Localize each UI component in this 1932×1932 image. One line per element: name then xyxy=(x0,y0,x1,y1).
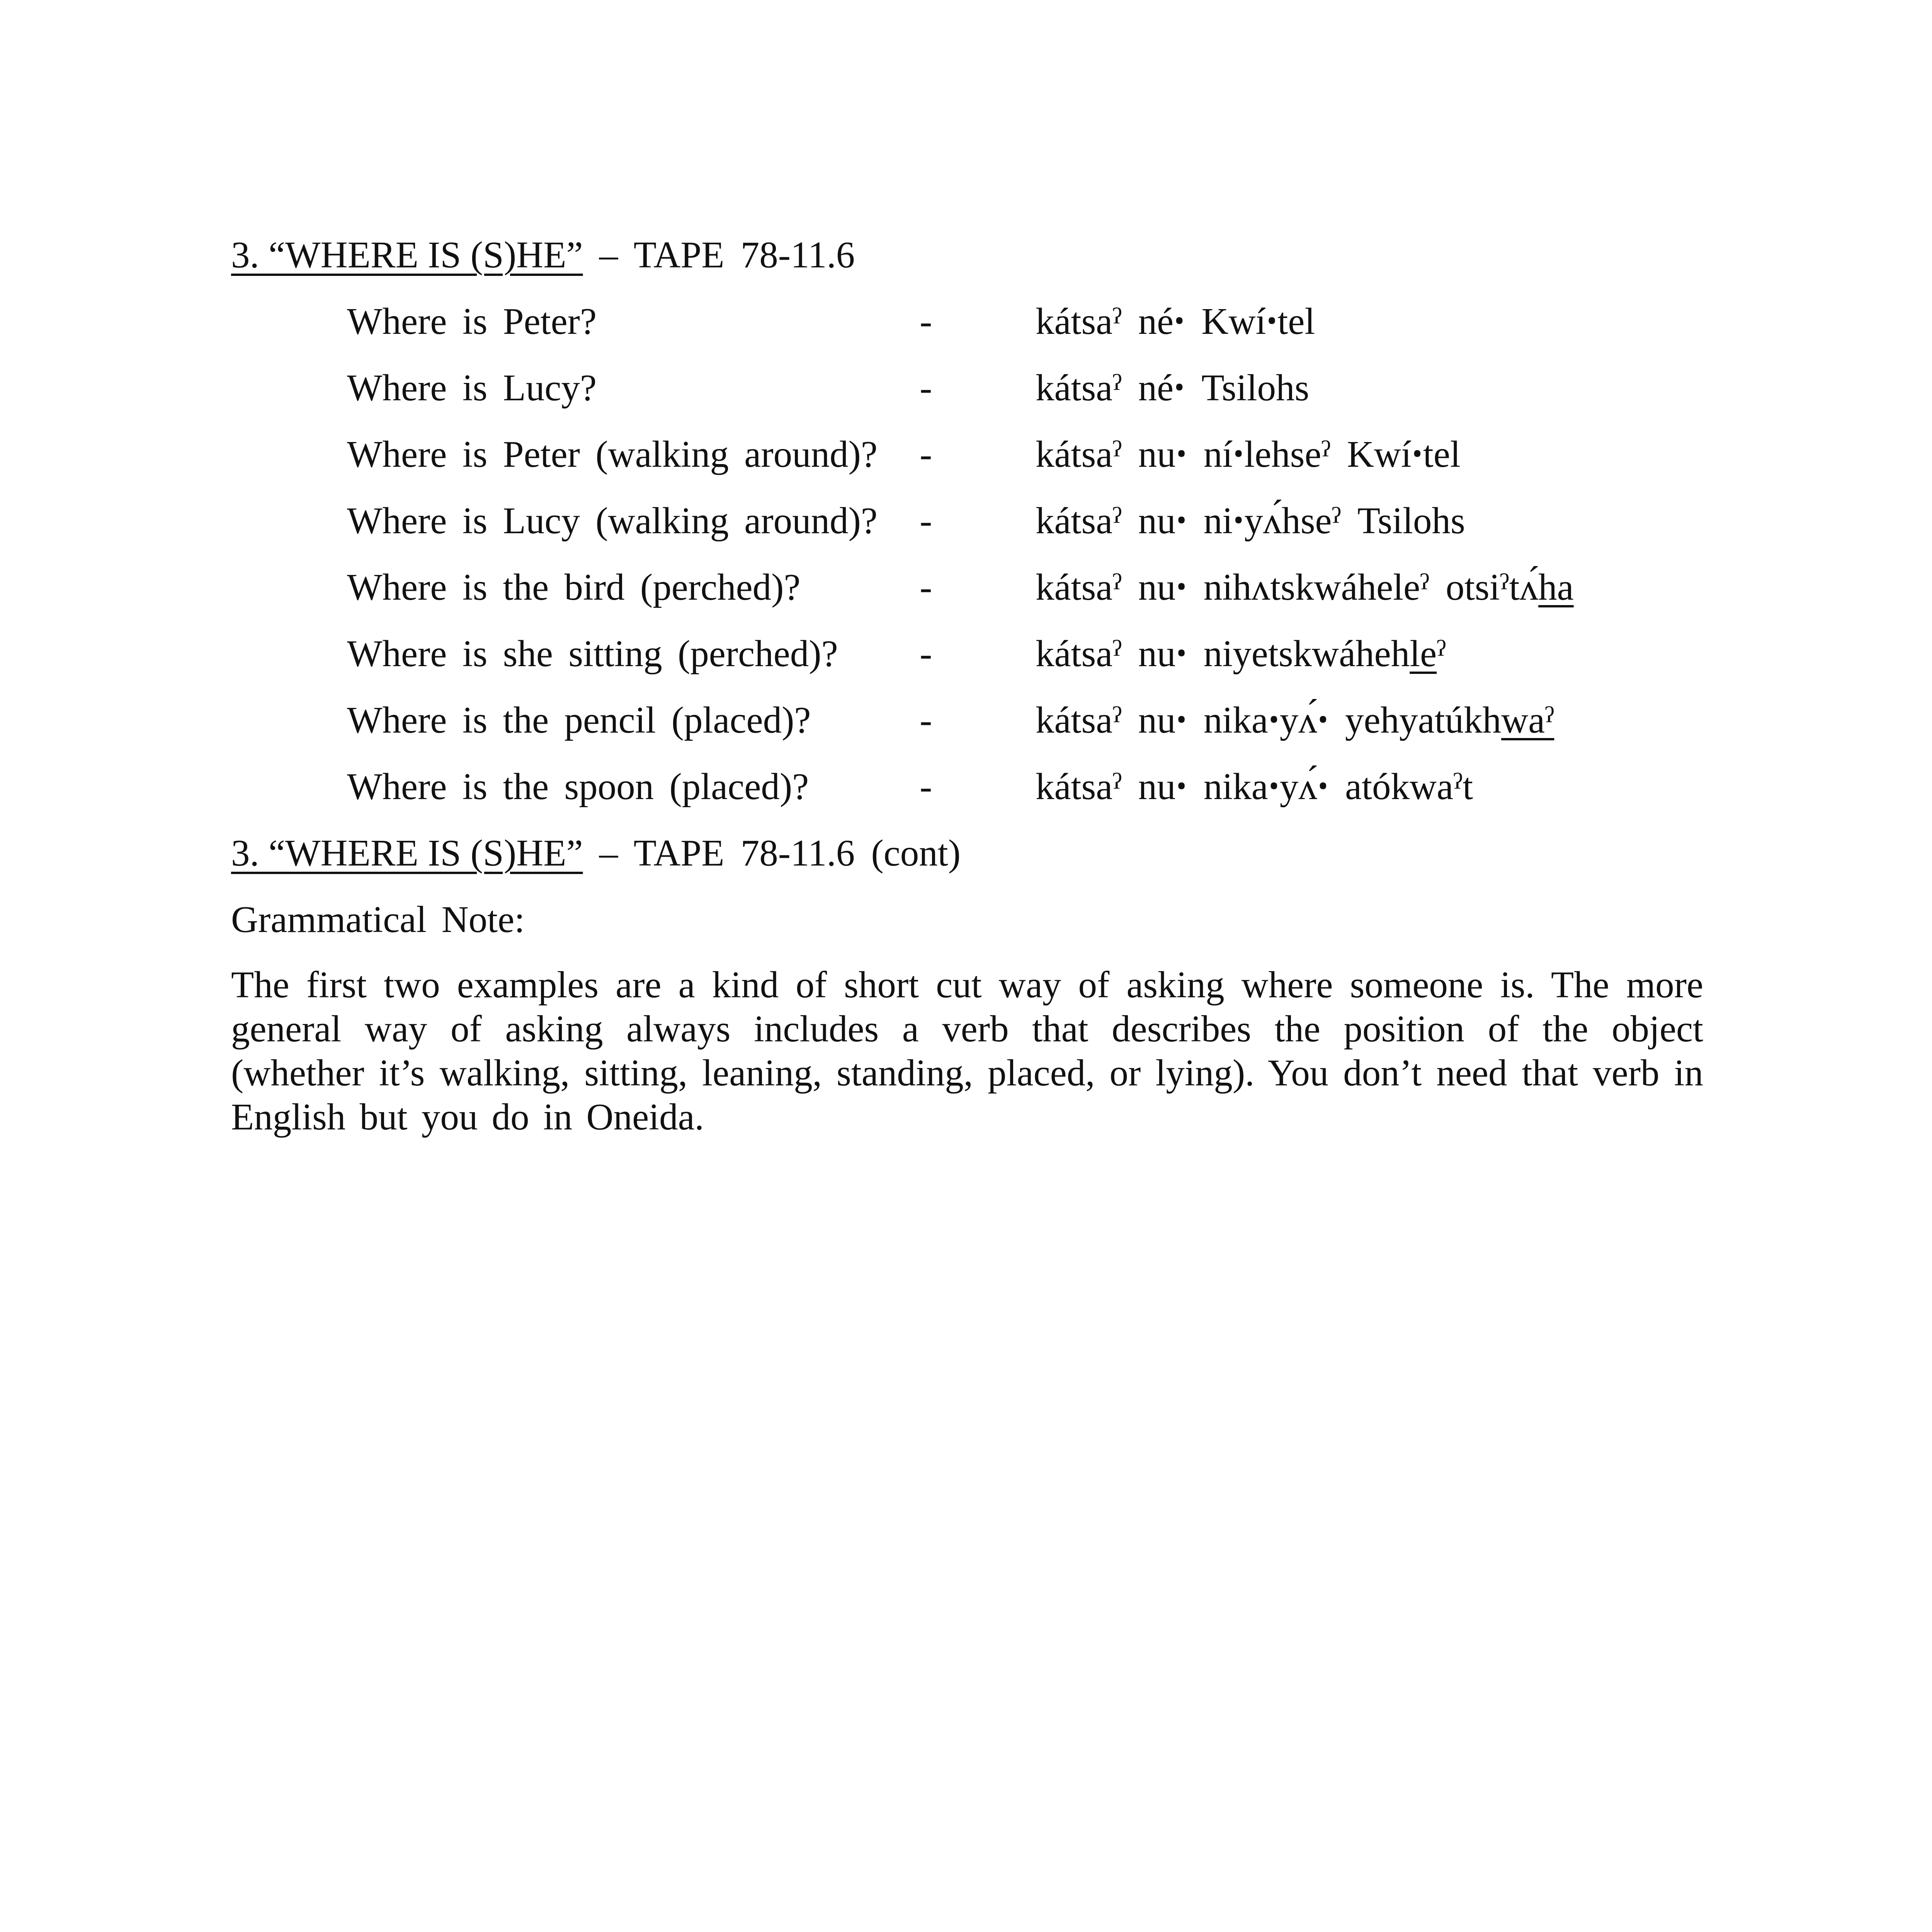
separator-dash: - xyxy=(920,367,932,408)
oneida-phrase: kátsaˀ nuꞏ niꞏyʌ́hseˀ Tsilohs xyxy=(1036,500,1465,541)
english-phrase: Where is Peter? xyxy=(347,301,597,342)
oneida-phrase: kátsaˀ nuꞏ nihʌtskwáheleˀ otsiˀtʌ́ha xyxy=(1036,566,1574,608)
separator-dash: - xyxy=(920,699,932,741)
english-phrase: Where is Lucy (walking around)? xyxy=(347,500,878,541)
section-heading-title: 3. “WHERE IS (S)HE” xyxy=(231,832,583,874)
oneida-phrase: kátsaˀ néꞏ Kwíꞏtel xyxy=(1036,301,1315,342)
separator-dash: - xyxy=(920,766,932,807)
english-phrase: Where is Lucy? xyxy=(347,367,597,408)
section-heading-tape: – TAPE 78-11.6 (cont) xyxy=(583,832,961,874)
separator-dash: - xyxy=(920,434,932,475)
grammatical-note-label: Grammatical Note: xyxy=(231,899,525,940)
english-phrase: Where is Peter (walking around)? xyxy=(347,434,878,475)
section-heading-title: 3. “WHERE IS (S)HE” xyxy=(231,234,583,276)
oneida-phrase: kátsaˀ nuꞏ nikaꞏyʌ́ꞏ yehyatúkhwaˀ xyxy=(1036,699,1554,741)
section-heading-continued xyxy=(231,830,961,876)
oneida-phrase: kátsaˀ nuꞏ níꞏlehseˀ Kwíꞏtel xyxy=(1036,434,1461,475)
english-phrase: Where is the spoon (placed)? xyxy=(347,766,809,807)
separator-dash: - xyxy=(920,500,932,541)
separator-dash: - xyxy=(920,633,932,674)
oneida-phrase: kátsaˀ nuꞏ nikaꞏyʌ́ꞏ atókwaˀt xyxy=(1036,766,1473,807)
oneida-phrase: kátsaˀ néꞏ Tsilohs xyxy=(1036,367,1310,408)
separator-dash: - xyxy=(920,566,932,608)
english-phrase: Where is the bird (perched)? xyxy=(347,566,801,608)
english-phrase: Where is the pencil (placed)? xyxy=(347,699,811,741)
english-phrase: Where is she sitting (perched)? xyxy=(347,633,838,674)
section-heading xyxy=(231,232,855,278)
section-heading-tape: – TAPE 78-11.6 xyxy=(583,234,855,276)
separator-dash: - xyxy=(920,301,932,342)
oneida-phrase: kátsaˀ nuꞏ niyetskwáhehleˀ xyxy=(1036,633,1446,674)
grammatical-note-paragraph: The first two examples are a kind of short cut way of asking where someone is. The more general way of asking always includes a verb that describes the position of the object (whether it’s walking, sitting, leaning, standing, placed, or lying). You don’t need that verb in English but you do in Oneida. xyxy=(231,964,1703,1138)
